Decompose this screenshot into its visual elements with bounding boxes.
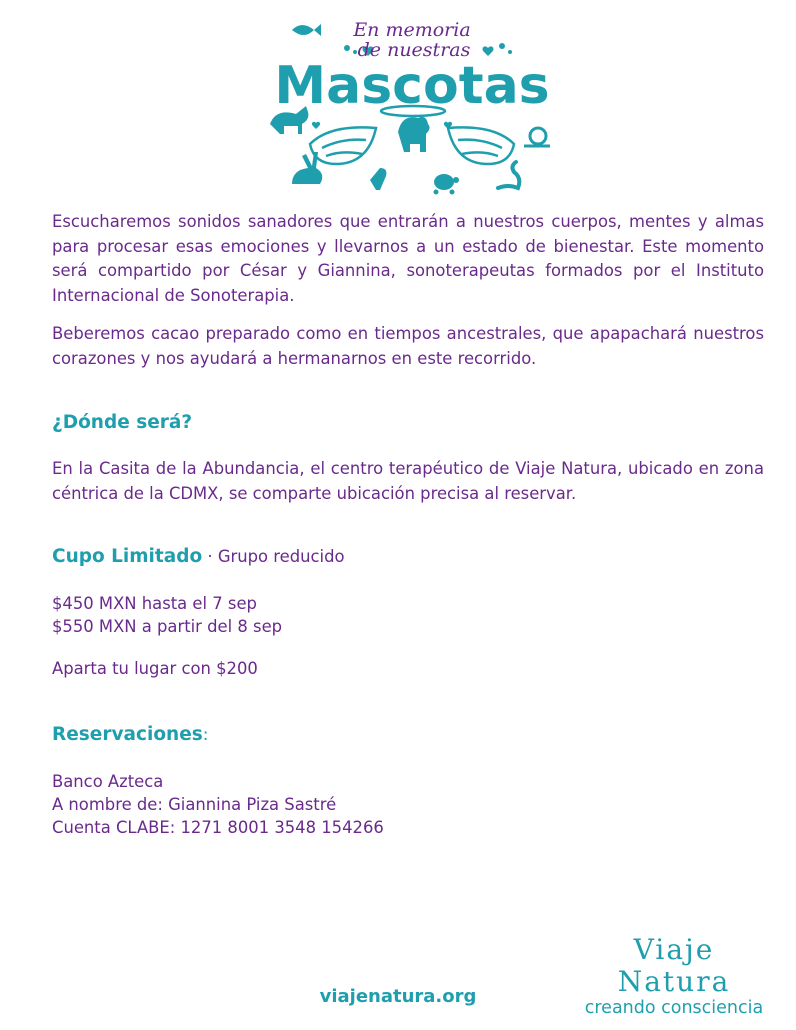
reservations-heading [52,724,209,745]
intro-paragraph: Escucharemos sonidos sanadores que entrarán a nuestros cuerpos, mentes y almas para procesar esas emociones y llevarnos a un estado de bienestar. Este momento será compartido por César y Giannina, sonoterapeutas formados por el Instituto Internacional de Sonoterapia. [52,212,764,305]
snail-icon [524,128,550,146]
bird-icon [370,168,386,190]
capacity-separator: · [202,547,218,566]
brand-tagline: creando consciencia [584,998,764,1018]
wing-icon [448,127,514,164]
logo-title: Mascotas [274,56,550,116]
turtle-icon [434,174,460,195]
location-heading: ¿Dónde será? [52,412,193,433]
mascotas-logo [262,8,562,198]
capacity-subheading: Grupo reducido [217,547,345,566]
price-early: $450 MXN hasta el 7 sep [52,594,257,613]
price-regular: $550 MXN a partir del 8 sep [52,617,283,636]
capacity-title: Cupo Limitado [52,546,203,567]
snake-icon [498,162,519,188]
bank-name: Banco Azteca [52,772,164,791]
brand-name: Viaje Natura [617,933,731,998]
cacao-paragraph: Beberemos cacao preparado como en tiempos ancestrales, que apapachará nuestros corazones y nos ayudará a hermanarnos en este recorrido. [52,324,764,368]
fish-icon [292,24,321,36]
account-holder: A nombre de: Giannina Piza Sastré [52,795,337,814]
location-text: En la Casita de la Abundancia, el centro terapéutico de Viaje Natura, ubicado en zona céntrica de la CDMX, se comparte ubicación precisa al reservar. [52,459,764,503]
heart-icon [483,46,494,56]
wing-icon [310,127,376,164]
dog-icon [398,117,430,152]
reservations-title: Reservaciones [52,724,203,745]
logo-line1: En memoria [353,19,471,41]
website-link[interactable]: viajenatura.org [319,986,477,1007]
deposit-text: Aparta tu lugar con $200 [52,659,258,678]
capacity-heading [52,546,345,567]
reservations-colon: : [202,725,209,745]
account-number: Cuenta CLABE: 1271 8001 3548 154266 [52,818,384,837]
logo-line2: de nuestras [357,39,471,61]
